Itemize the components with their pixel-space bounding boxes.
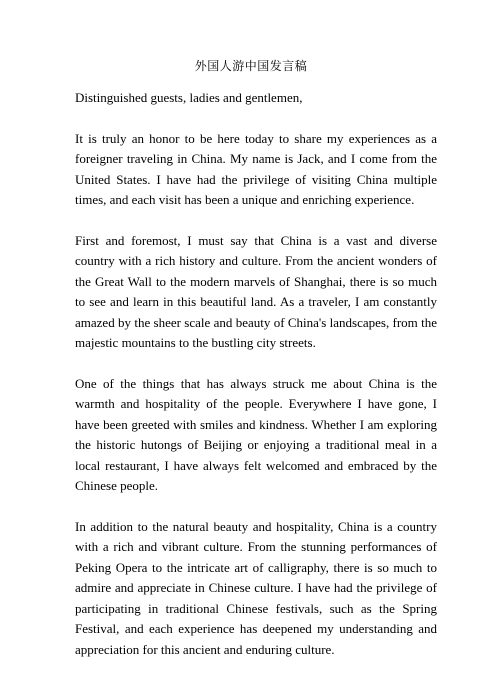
body-paragraph-1: It is truly an honor to be here today to share my experiences as a foreigner traveling in China. My name is Jack, and I come from the United States. I have had the privilege of visiting China multiple times, and each visit has been a unique and enriching experience.: [75, 130, 437, 207]
body-paragraph-2: First and foremost, I must say that China is a vast and diverse country with a rich history and culture. From the ancient wonders of the Great Wall to the modern marvels of Shanghai, there is so much to see and learn in this beautiful land. As a traveler, I am constantly amazed by the sheer scale and beauty of China's landscapes, from the majestic mountains to the bustling city streets.: [75, 232, 437, 350]
body-paragraph-4: In addition to the natural beauty and hospitality, China is a country with a rich and vibrant culture. From the stunning performances of Peking Opera to the intricate art of calligraphy, there is so much to admire and appreciate in Chinese culture. I have had the privilege of participating in traditional Chinese festivals, such as the Spring Festival, and each experience has deepened my understanding and appreciation for this ancient and enduring culture.: [75, 518, 437, 657]
greeting-paragraph: Distinguished guests, ladies and gentlemen,: [75, 90, 303, 105]
document-title: 外国人游中国发言稿: [194, 59, 308, 73]
document-body: [75, 88, 437, 680]
body-paragraph-3: One of the things that has always struck me about China is the warmth and hospitality of the people. Everywhere I have gone, I have been greeted with smiles and kindness. Whether I am exploring the historic hutongs of Beijing or enjoying a traditional meal in a local restaurant, I have always felt welcomed and embraced by the Chinese people.: [75, 375, 437, 493]
